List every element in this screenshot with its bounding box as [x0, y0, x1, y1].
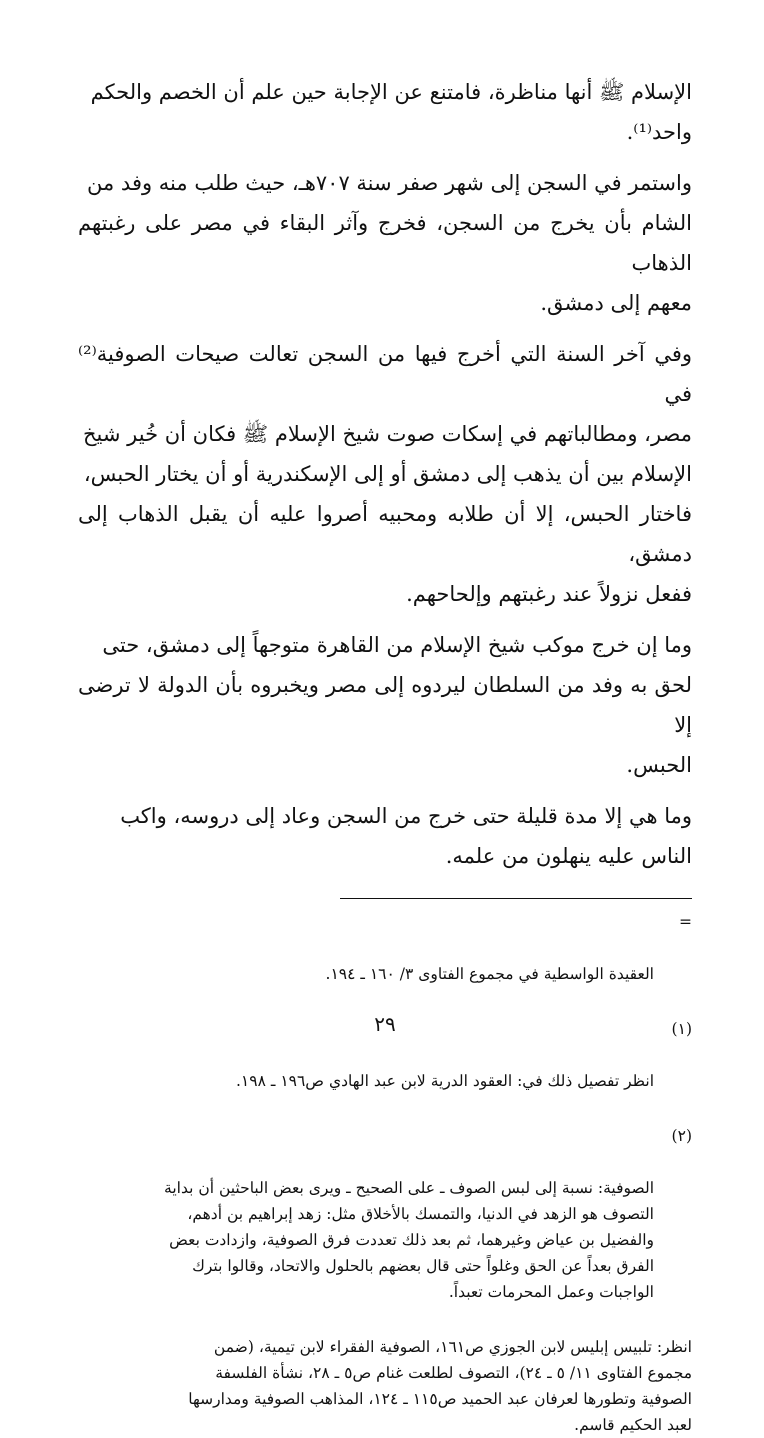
paragraph-3: وفي آخر السنة التي أخرج فيها من السجن تعالت صيحات الصوفية⁽²⁾ في مصر، ومطالباتهم في إسكات صوت شيخ الإسلام ﷺ فكان أن خُير شيخ الإسلام بين أن يذهب إلى دمشق أو إلى الإسكندرية أو أن يختار الحبس، فاختار الحبس، إلا أن طلابه ومحبيه أصروا عليه أن يقبل الذهاب إلى دمشق، ففعل نزولاً عند رغبتهم وإلحاحهم.	[78, 342, 692, 606]
page-number: ٢٩	[374, 1012, 396, 1036]
footnote-continued-text: العقيدة الواسطية في مجموع الفتاوى ٣/ ١٦٠ ـ ١٩٤.	[325, 965, 654, 983]
footnote-2-text: الصوفية: نسبة إلى لبس الصوف ـ على الصحيح ـ ويرى بعض الباحثين أن بداية التصوف هو الزهد في الدنيا، والتمسك بالأخلاق مثل: زهد إبراهيم بن أدهم، والفضيل بن عياض وغيرهما، ثم بعد ذلك تعددت فرق الصوفية، وازدادت بعض الفرق بعداً عن الحق وغلواً حتى قال بعضهم بالحلول والاتحاد، وقالوا بترك الواجبات وعمل المحرمات تعبداً.	[164, 1179, 654, 1301]
footnote-2-mark: (٢)	[671, 1127, 692, 1145]
book-page	[78, 72, 692, 1434]
footnote-1-mark: (١)	[671, 1020, 692, 1038]
footnote-1-text: انظر تفصيل ذلك في: العقود الدرية لابن عبد الهادي ص١٩٦ ـ ١٩٨.	[235, 1072, 654, 1090]
footnote-continued	[78, 909, 692, 1013]
footnote-2-sources: انظر: تلبيس إبليس لابن الجوزي ص١٦١، الصوفية الفقراء لابن تيمية، (ضمن مجموع الفتاوى ١١/ ٥ ـ ٢٤)، التصوف لطلعت غنام ص٥ ـ ٢٨، نشأة الفلسفة الصوفية وتطورها لعرفان عبد الحميد ص١١٥ ـ ١٢٤، المذاهب الصوفية ومدارسها لعبد الحكيم قاسم.	[188, 1338, 692, 1434]
paragraph-4: وما إن خرج موكب شيخ الإسلام من القاهرة متوجهاً إلى دمشق، حتى لحق به وفد من السلطان ليردوه إلى مصر ويخبروه بأن الدولة لا ترضى إلا الحبس.	[78, 633, 692, 777]
footnote-2	[78, 1123, 692, 1331]
paragraph-2: واستمر في السجن إلى شهر صفر سنة ٧٠٧هـ، حيث طلب منه وفد من الشام بأن يخرج من السجن، فخرج وآثر البقاء في مصر على رغبتهم الذهاب معهم إلى دمشق.	[78, 171, 692, 315]
paragraph-5: وما هي إلا مدة قليلة حتى خرج من السجن وعاد إلى دروسه، واكب الناس عليه ينهلون من علمه.	[120, 804, 692, 868]
footnote-separator	[340, 898, 692, 899]
main-text	[78, 72, 692, 876]
footnote-continued-mark: =	[679, 913, 692, 931]
paragraph-1: الإسلام ﷺ أنها مناظرة، فامتنع عن الإجابة حين علم أن الخصم والحكم واحد⁽¹⁾.	[90, 80, 692, 144]
footnotes	[78, 909, 692, 1438]
